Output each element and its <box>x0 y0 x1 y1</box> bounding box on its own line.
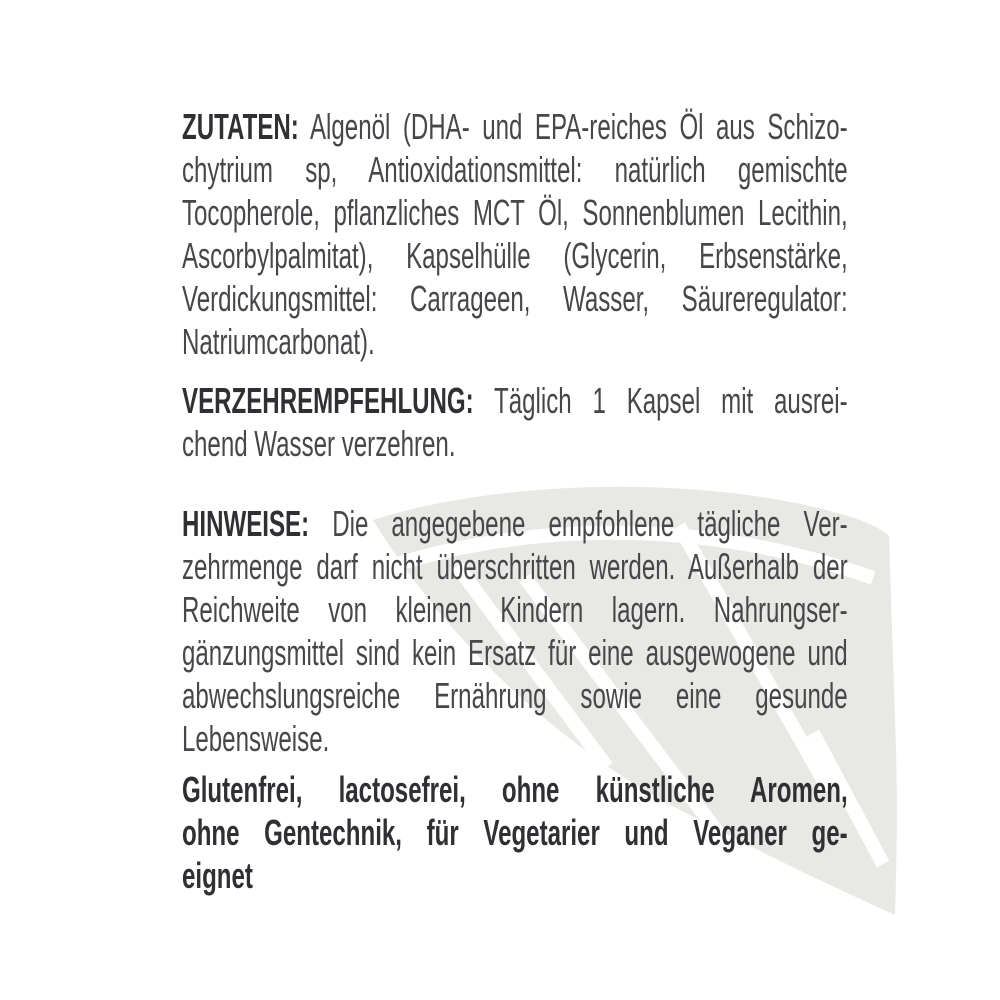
ingredients-line-3: Tocopherole, pflanzliches MCT Öl, Sonnenblumen Lecithin, <box>182 192 848 233</box>
dosage-paragraph <box>182 379 848 465</box>
dosage-line-1: VERZEHREMPFEHLUNG: Täglich 1 Kapsel mit ausrei- <box>182 380 848 421</box>
notes-line-6: Lebensweise. <box>182 718 330 759</box>
ingredients-line-5: Verdickungsmittel: Carrageen, Wasser, Säureregulator: <box>182 278 848 319</box>
dosage-line-2: chend Wasser verzehren. <box>182 423 456 464</box>
notes-line-1: HINWEISE: Die angegebene empfohlene tägliche Ver- <box>182 503 848 544</box>
ingredients-line-4: Ascorbylpalmitat), Kapselhülle (Glycerin, Erbsenstärke, <box>182 235 848 276</box>
claims-line-1: Glutenfrei, lactosefrei, ohne künstliche Aromen, <box>182 769 848 810</box>
notes-paragraph <box>182 502 848 760</box>
dosage-heading: VERZEHREMPFEHLUNG: <box>182 380 474 421</box>
ingredients-line-2: chytrium sp, Antioxidationsmittel: natürlich gemischte <box>182 149 848 190</box>
claims-paragraph <box>182 768 848 897</box>
notes-line-4: gänzungsmittel sind kein Ersatz für eine ausgewogene und <box>182 632 848 673</box>
notes-line-2: zehrmenge darf nicht überschritten werden. Außerhalb der <box>182 546 848 587</box>
notes-line-5: abwechslungsreiche Ernährung sowie eine gesunde <box>182 675 848 716</box>
notes-line-3: Reichweite von kleinen Kindern lagern. Nahrungser- <box>182 589 848 630</box>
claims-line-3: eignet <box>182 855 253 896</box>
ingredients-heading: ZUTATEN: <box>182 106 299 147</box>
claims-line-2: ohne Gentechnik, für Vegetarier und Veganer ge- <box>182 812 848 853</box>
ingredients-line-1: ZUTATEN: Algenöl (DHA- und EPA-reiches Öl aus Schizo- <box>182 106 848 147</box>
label-text-block <box>182 105 848 897</box>
ingredients-paragraph <box>182 105 848 363</box>
ingredients-line-6: Natriumcarbonat). <box>182 321 375 362</box>
notes-heading: HINWEISE: <box>182 503 310 544</box>
